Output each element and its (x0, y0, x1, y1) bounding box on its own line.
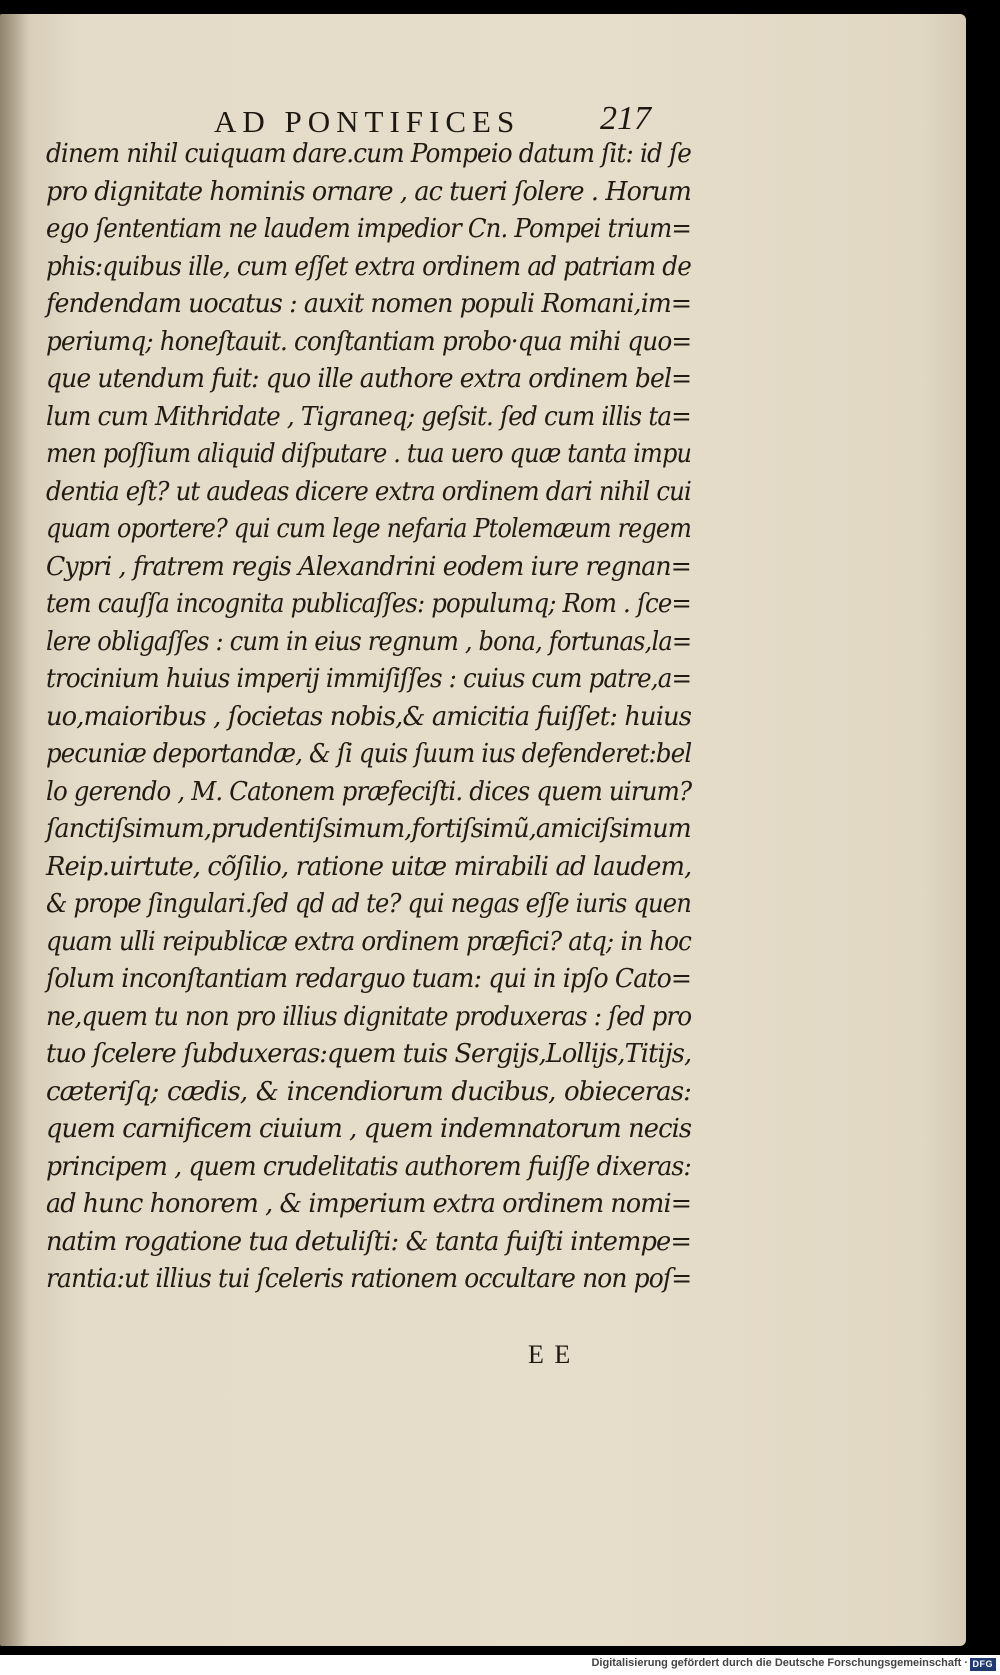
text-line: lere obligaſſes : cum in eius regnum , bona, fortunas,la= (46, 626, 692, 657)
gutter-shadow (0, 14, 30, 1646)
text-line: ſolum inconſtantiam redarguo tuam: qui in ipſo Cato= (46, 964, 692, 994)
dfg-logo: DFG (970, 1658, 997, 1671)
text-line: quam ulli reipublicæ extra ordinem præfici? atq; in hoc (46, 926, 692, 957)
text-line: ſanctiſsimum,prudentiſsimum,fortiſsimũ,amiciſsimum (46, 814, 691, 844)
text-line: ad hunc honorem , & imperium extra ordinem nomi= (46, 1189, 692, 1219)
text-line: pro dignitate hominis ornare , ac tueri ſolere . Horum (46, 176, 692, 207)
text-line: pecuniæ deportandæ, & ſi quis ſuum ius defenderet:bel (46, 739, 692, 769)
text-line: cæteriſq; cædis, & incendiorum ducibus, obieceras: (46, 1076, 691, 1107)
text-line: lum cum Mithridate , Tigraneq; geſsit. ſed cum illis ta= (46, 401, 691, 432)
text-line: phis:quibus ille, cum eſſet extra ordinem ad patriam de (46, 251, 691, 282)
digitization-footer (0, 1655, 1000, 1675)
running-head: AD PONTIFICES (214, 104, 521, 139)
text-line: trocinium huius imperij immiſiſſes : cuius cum patre,a= (46, 664, 692, 694)
text-line: que utendum fuit: quo ille authore extra ordinem bel= (46, 364, 692, 394)
text-line: tem cauſſa incognita publicaſſes: populumq; Rom . ſce= (46, 589, 691, 619)
text-line: lo gerendo , M. Catonem præfeciſti. dices quem uirum? (46, 776, 692, 807)
text-line: ego ſententiam ne laudem impedior Cn. Pompei trium= (46, 214, 692, 244)
page-number: 217 (600, 100, 651, 137)
text-line: fendendam uocatus : auxit nomen populi Romani,im= (46, 289, 692, 319)
text-line: quam oportere? qui cum lege nefaria Ptolemæum regem (46, 514, 692, 544)
text-line: quem carnificem ciuium , quem indemnatorum necis (46, 1114, 692, 1144)
text-line: principem , quem crudelitatis authorem fuiſſe dixeras: (46, 1151, 691, 1182)
text-line: ne,quem tu non pro illius dignitate produxeras : ſed pro (46, 1001, 692, 1032)
text-line: men poſſium aliquid diſputare . tua uero quæ tanta impu (46, 439, 692, 469)
catchword: E E (528, 1340, 573, 1369)
text-line: Cypri , fratrem regis Alexandrini eodem iure regnan= (46, 551, 692, 582)
text-line: dinem nihil cuiquam dare.cum Pompeio datum ſit: id ſe (46, 139, 691, 169)
text-line: natim rogatione tua detuliſti: & tanta fuiſti intempe= (46, 1226, 692, 1257)
text-line: periumq; honeſtauit. conſtantiam probo·qua mihi quo= (46, 326, 692, 357)
text-line: rantia:ut illius tui ſceleris rationem occultare non poſ= (46, 1264, 692, 1294)
body-text (46, 136, 691, 1299)
funding-credit: Digitalisierung gefördert durch die Deutsche Forschungsgemeinschaft · (591, 1657, 968, 1669)
text-line: & prope ſingulari.ſed qd ad te? qui negas eſſe iuris quen (46, 889, 691, 919)
text-line: tuo ſcelere ſubduxeras:quem tuis Sergijs,Lollijs,Titijs, (46, 1039, 692, 1069)
text-line: Reip.uirtute, cõſilio, ratione uitæ mirabili ad laudem, (46, 851, 692, 882)
text-line: dentia eſt? ut audeas dicere extra ordinem dari nihil cui (46, 476, 691, 507)
text-line: uo,maioribus , ſocietas nobis,& amicitia fuiſſet: huius (46, 701, 692, 732)
